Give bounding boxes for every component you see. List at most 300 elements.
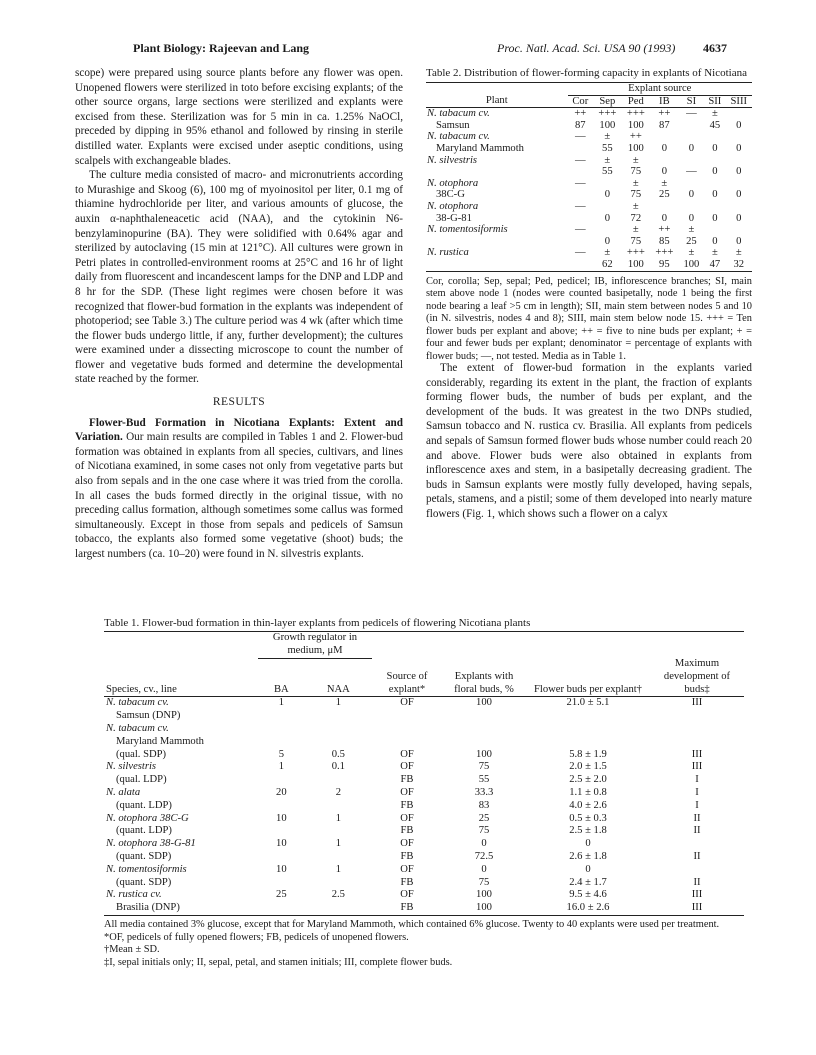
table-1-cell-src: OF bbox=[400, 787, 414, 799]
table-2-body bbox=[426, 108, 752, 271]
table-1-cell-pct: 100 bbox=[442, 902, 526, 915]
table-2-symbol-cell bbox=[704, 224, 725, 236]
table-2-value-cell bbox=[568, 189, 594, 201]
table-2-symbol-cell bbox=[704, 155, 725, 167]
table-2-row bbox=[426, 108, 752, 120]
table-1-cell-pct: 100 bbox=[476, 748, 492, 760]
table-1-cell-dev: III bbox=[650, 902, 744, 915]
table-1-cell-buds: 2.6 ± 1.8 bbox=[569, 851, 607, 863]
table-2-col-ped: Ped bbox=[622, 95, 651, 108]
table-1-cell-ba: 25 bbox=[276, 889, 287, 901]
table-2-symbol-cell bbox=[704, 131, 725, 143]
table-2-symbol-cell: — bbox=[575, 224, 586, 236]
table-2-symbol-cell: — bbox=[575, 154, 586, 166]
table-2-symbol-cell: ++ bbox=[658, 108, 671, 120]
table-1-cell-sp: N. tabacum cv. bbox=[106, 723, 169, 735]
table-1-col-source: Source of explant* bbox=[372, 658, 442, 697]
table-1-row bbox=[104, 697, 744, 710]
table-1-footnote-source: *OF, pedicels of fully opened flowers; FB, pedicels of unopened flowers. bbox=[104, 931, 409, 943]
table-2-symbol-cell: ± bbox=[604, 247, 611, 259]
table-1-cell-sp: N. alata bbox=[106, 787, 141, 799]
table-2-row-values bbox=[426, 236, 752, 248]
table-2-row-values bbox=[426, 259, 752, 271]
table-1-cell-naa bbox=[305, 825, 372, 838]
methods-paragraph-2: The culture media consisted of macro- and micronutrients according to Murashige and Skoog (6), 100 mg of myoinositol per liter, 0.1 mg of thiamine hydrochloride per liter, and various amounts of glucose, the auxin α-naphthaleneacetic acid (NAA), and the cytokinin N6-benzylaminopurine (BA). They were solidified with 0.64% agar and sterilized by autoclaving (15 min at 121°C). All cultures were grown in Petri plates in controlled-environment rooms at 25°C and 16 hr of light daily from fluorescent and incandescent lamps for the DNP and LDP and 8 hr for the SDP. (These light regimes were chosen before it was recognized that flower-bud formation in the explants was independent of photoperiod; see Table 3.) The culture period was 4 wk (after which time the flower buds undergo little, if any, further development); the cultures were examined under a dissecting microscope to count the number of flower and vegetative buds formed and determine the developmental state reached by the former. bbox=[75, 169, 403, 386]
table-1-cell-pct: 0 bbox=[481, 838, 487, 850]
table-1-cell-dev: II bbox=[693, 851, 701, 863]
table-1-cell-dev bbox=[650, 736, 744, 749]
table-2-symbol-cell: +++ bbox=[655, 247, 674, 259]
results-paragraph-1-text: Our main results are compiled in Tables 1 and 2. Flower-bud formation was obtained in explants from all species, cultivars, and lines of Nicotiana examined, in some cases not only from vegetative parts but also from sepals and in the one case where it was tried from the corolla. In all cases the buds formed directly in the original tissue, with no preceding callus formation, although sometimes some callus was formed simultaneously. Except in those from sepals and pedicels of Samsun tobacco, the explants also formed some vegetative (shoot) buds; the largest numbers (ca. 10–20) were found in N. silvestris explants. bbox=[75, 431, 404, 560]
table-2-col-ib: IB bbox=[650, 95, 679, 108]
table-1-cell-ba bbox=[258, 774, 305, 787]
table-2-symbol-cell: ± bbox=[604, 131, 611, 143]
table-1-cell-naa: 2 bbox=[335, 787, 341, 799]
table-1-caption: Table 1. Flower-bud formation in thin-layer explants from pedicels of flowering Nicotiana plants bbox=[104, 617, 531, 629]
table-1-cell-pct bbox=[442, 710, 526, 723]
methods-paragraph-1: scope) were prepared using source plants before any flower was open. Unopened flowers were sterilized in toto before excising explants; of the other source organs, large sections were sterilized and explants were excised from these. Sterilization was for 5 min in ca. 1.25% NaOCl, preceded by dipping in 95% ethanol and followed by rinsing in sterile distilled water. Explants were excised under aseptic conditions, using scalpels with exchangeable blades. bbox=[75, 67, 403, 167]
table-2-value-cell: 100 bbox=[627, 119, 644, 131]
table-1-cell-src: OF bbox=[400, 761, 414, 773]
table-2-value-cell: 45 bbox=[709, 119, 721, 131]
table-1-cell-ba bbox=[258, 825, 305, 838]
table-2-group-header: Explant source bbox=[568, 83, 752, 96]
table-1-cell-sp: N. otophora 38C-G bbox=[106, 812, 189, 824]
table-2-plant: N. tabacum cv. bbox=[427, 131, 490, 143]
table-1-cell-dev: I bbox=[695, 799, 699, 811]
table-2-symbol-cell bbox=[679, 178, 705, 190]
table-2-symbol-cell: ± bbox=[632, 200, 639, 212]
table-2-symbol-cell: ± bbox=[661, 177, 668, 189]
table-2-symbol-cell bbox=[593, 178, 622, 190]
table-1-cell-ba bbox=[258, 877, 305, 890]
table-2-value-cell bbox=[568, 236, 594, 248]
table-1-cell-sp: N. otophora 38-G-81 bbox=[106, 838, 196, 850]
table-2-symbol-cell: — bbox=[575, 200, 586, 212]
table-2-value-cell: 0 bbox=[661, 166, 667, 178]
table-2-value-cell: 0 bbox=[736, 166, 742, 178]
table-2-symbol-cell bbox=[704, 178, 725, 190]
table-1-col-buds: Flower buds per explant† bbox=[526, 658, 650, 697]
table-1-cell-pct: 83 bbox=[478, 799, 490, 811]
table-2-plant: N. otophora bbox=[427, 200, 479, 212]
table-1-cell-ba bbox=[258, 736, 305, 749]
table-1-col-growth: Growth regulator in medium, μM bbox=[258, 632, 372, 659]
table-2-value-cell: 0 bbox=[736, 235, 742, 247]
table-2-value-cell: 0 bbox=[712, 189, 718, 201]
table-2-value-cell: 0 bbox=[604, 212, 610, 224]
table-1-cell-sp: (quant. SDP) bbox=[116, 876, 172, 888]
table-1-cell-ba: 1 bbox=[278, 761, 284, 773]
table-2-value-cell: 0 bbox=[736, 119, 742, 131]
table-1-col-explants: Explants with floral buds, % bbox=[442, 658, 526, 697]
table-2-symbol-cell: — bbox=[575, 131, 586, 143]
results-paragraph-1 bbox=[75, 416, 403, 562]
table-2-symbol-cell bbox=[593, 201, 622, 213]
table-1-cell-naa: 2.5 bbox=[331, 889, 345, 901]
table-2-col-sep: Sep bbox=[593, 95, 622, 108]
table-2-row-values bbox=[426, 120, 752, 132]
table-2-plant: N. silvestris bbox=[427, 154, 478, 166]
table-1-cell-buds: 0 bbox=[585, 863, 591, 875]
table-1-cell-pct: 33.3 bbox=[474, 787, 494, 799]
table-1-header-blank-5 bbox=[650, 632, 744, 659]
table-2-symbol-cell: ± bbox=[711, 247, 718, 259]
table-1-row bbox=[104, 813, 744, 826]
table-1-cell-naa: 1 bbox=[335, 838, 341, 850]
table-1-cell-pct bbox=[442, 723, 526, 736]
table-2-symbol-cell bbox=[650, 201, 679, 213]
table-2-symbol-cell: ± bbox=[688, 224, 695, 236]
results-subheading: Flower-Bud Formation in Nicotiana Explants: Extent and Variation. bbox=[75, 416, 403, 444]
table-1-cell-naa: 0.1 bbox=[331, 761, 345, 773]
table-1-cell-src: FB bbox=[400, 851, 414, 863]
table-2-symbol-cell bbox=[679, 155, 705, 167]
table-2-value-cell: 0 bbox=[661, 212, 667, 224]
table-1-cell-dev: II bbox=[693, 825, 701, 837]
table-2-plant: N. tabacum cv. bbox=[427, 108, 490, 120]
table-1-cell-src: FB bbox=[372, 902, 442, 915]
table-2-value-cell bbox=[568, 143, 594, 155]
table-2-symbol-cell bbox=[726, 201, 752, 213]
table-1-cell-src: OF bbox=[400, 812, 414, 824]
table-2-symbol-cell: — bbox=[575, 247, 586, 259]
table-2-value-cell bbox=[568, 213, 594, 225]
table-2-plant-line: 38-G-81 bbox=[436, 212, 472, 224]
table-1-cell-ba: 10 bbox=[276, 838, 287, 850]
table-1-cell-ba: 20 bbox=[276, 787, 287, 799]
table-2-row-values bbox=[426, 143, 752, 155]
table-2-value-cell: 100 bbox=[627, 142, 644, 154]
table-1-cell-sp: N. rustica cv. bbox=[106, 889, 162, 901]
table-1-cell-naa bbox=[305, 723, 372, 736]
table-2-col-cor: Cor bbox=[568, 95, 594, 108]
table-1-cell-dev: I bbox=[695, 774, 699, 786]
table-2-plant: N. otophora bbox=[427, 177, 479, 189]
table-1-cell-dev: III bbox=[691, 889, 703, 901]
table-2-value-cell: 0 bbox=[688, 142, 695, 154]
table-1-cell-dev: I bbox=[695, 787, 699, 799]
table-1-cell-dev: II bbox=[693, 812, 701, 824]
table-2-value-cell: 0 bbox=[688, 189, 695, 201]
table-2-value-cell: 47 bbox=[704, 259, 725, 271]
table-1-cell-ba bbox=[258, 800, 305, 813]
table-1-row bbox=[104, 877, 744, 890]
table-2-symbol-cell bbox=[726, 178, 752, 190]
table-2-symbol-cell bbox=[704, 201, 725, 213]
table-1-cell-sp: (quant. LDP) bbox=[116, 799, 172, 811]
table-2-symbol-cell: +++ bbox=[626, 108, 645, 120]
table-2-value-cell: 75 bbox=[630, 189, 642, 201]
table-1-row bbox=[104, 774, 744, 787]
table-1-cell-pct: 75 bbox=[478, 825, 490, 837]
table-2-value-cell: 0 bbox=[604, 189, 610, 201]
table-1-cell-ba bbox=[258, 710, 305, 723]
table-1-row bbox=[104, 851, 744, 864]
table-2-caption: Table 2. Distribution of flower-forming capacity in explants of Nicotiana bbox=[426, 67, 747, 79]
left-column bbox=[75, 66, 403, 562]
table-2-row bbox=[426, 224, 752, 236]
table-1-cell-buds: 4.0 ± 2.6 bbox=[569, 799, 607, 811]
table-1-cell-pct: 100 bbox=[476, 697, 492, 709]
table-2-symbol-cell bbox=[679, 201, 705, 213]
table-2-value-cell: 62 bbox=[593, 259, 622, 271]
table-2-symbol-cell: ± bbox=[604, 154, 611, 166]
table-1-cell-sp: (quant. LDP) bbox=[116, 825, 172, 837]
table-1-cell-sp: Samsun (DNP) bbox=[116, 710, 181, 722]
table-1-cell-dev bbox=[650, 710, 744, 723]
table-2-value-cell: 55 bbox=[602, 166, 613, 178]
table-1-cell-buds bbox=[526, 736, 650, 749]
table-2-value-cell: 72 bbox=[630, 212, 642, 224]
table-1-cell-buds bbox=[526, 723, 650, 736]
table-2-value-cell: 55 bbox=[602, 142, 613, 154]
table-2-value-cell: 0 bbox=[604, 235, 610, 247]
table-1-cell-sp: N. tomentosiformis bbox=[106, 863, 187, 875]
table-2-symbol-cell bbox=[679, 131, 705, 143]
table-1-row bbox=[104, 761, 744, 774]
table-1-cell-dev: II bbox=[693, 876, 701, 888]
table-1-footnotes bbox=[104, 919, 744, 969]
table-1-row bbox=[104, 864, 744, 877]
table-2-value-cell: 0 bbox=[736, 189, 742, 201]
table-2-symbol-cell: ++ bbox=[629, 131, 642, 143]
table-2-value-cell bbox=[568, 259, 594, 271]
table-1-cell-ba: 1 bbox=[278, 697, 284, 709]
table-2-row bbox=[426, 131, 752, 143]
table-1-col-species: Species, cv., line bbox=[104, 658, 258, 697]
table-2-row bbox=[426, 178, 752, 190]
table-2-symbol-cell: ± bbox=[688, 247, 695, 259]
table-2-row-values bbox=[426, 166, 752, 178]
right-column bbox=[426, 361, 752, 522]
table-2-symbol-cell: — bbox=[575, 177, 586, 189]
running-header-left: Plant Biology: Rajeevan and Lang bbox=[133, 41, 310, 55]
table-1-cell-ba bbox=[258, 723, 305, 736]
table-2-value-cell bbox=[568, 166, 594, 178]
table-2-value-cell: 0 bbox=[736, 212, 742, 224]
table-1-cell-naa: 1 bbox=[335, 863, 341, 875]
table-2-symbol-cell bbox=[593, 224, 622, 236]
table-1-col-maxdev: Maximum development of buds‡ bbox=[650, 658, 744, 697]
table-1-cell-dev bbox=[650, 838, 744, 851]
table-1-cell-sp: N. silvestris bbox=[106, 761, 157, 773]
table-1-row bbox=[104, 723, 744, 736]
table-1-cell-pct: 75 bbox=[478, 761, 490, 773]
table-2-value-cell: 75 bbox=[630, 235, 642, 247]
table-2-plant-line: Samsun bbox=[436, 119, 470, 131]
table-1-cell-src: FB bbox=[400, 825, 414, 837]
table-2-value-cell: 87 bbox=[659, 119, 670, 131]
table-1-cell-buds: 2.5 ± 2.0 bbox=[569, 774, 607, 786]
table-2-footnote: Cor, corolla; Sep, sepal; Ped, pedicel; IB, inflorescence branches; SI, main stem above node 1 (nodes were counted basipetally, node 1 being the first node bearing a leaf >5 cm in length); SII, main stem between nodes 5 and 10 (in N. silvestris, nodes 4 and 8); SIII, main stem below node 15. +++ = Ten flower buds per explant and above; ++ = five to nine buds per explant; + = four and fewer buds per explant; denominator = percentage of explants with flower buds; —, not tested. Media as in Table 1. bbox=[426, 275, 752, 363]
running-header-right bbox=[497, 41, 727, 56]
table-2-value-cell: 75 bbox=[630, 166, 642, 178]
table-1-header-blank bbox=[104, 632, 258, 659]
table-1-cell-buds: 0 bbox=[585, 838, 591, 850]
table-1-cell-ba: 10 bbox=[276, 863, 287, 875]
table-1-cell-pct bbox=[442, 736, 526, 749]
table-2-symbol-cell: ± bbox=[632, 224, 639, 236]
table-2-value-cell: 0 bbox=[688, 212, 695, 224]
table-2-row bbox=[426, 155, 752, 167]
journal-citation: Proc. Natl. Acad. Sci. USA 90 (1993) bbox=[497, 41, 676, 55]
table-1-cell-buds: 2.4 ± 1.7 bbox=[569, 876, 607, 888]
results-heading: RESULTS bbox=[212, 396, 266, 409]
table-2-value-cell: 0 bbox=[712, 166, 718, 178]
table-2-value-cell bbox=[679, 120, 705, 132]
table-2-col-plant: Plant bbox=[426, 95, 568, 108]
table-2-symbol-cell: ± bbox=[735, 247, 742, 259]
table-2-plant-line bbox=[426, 166, 568, 178]
table-1-cell-naa bbox=[305, 736, 372, 749]
table-1-cell-naa bbox=[305, 800, 372, 813]
table-2 bbox=[426, 66, 752, 364]
table-1-col-naa: NAA bbox=[305, 658, 372, 697]
table-1-cell-sp: (qual. LDP) bbox=[116, 774, 167, 786]
table-2-col-sii: SII bbox=[704, 95, 725, 108]
table-1-cell-src: OF bbox=[400, 748, 414, 760]
table-1-header-blank-3 bbox=[442, 632, 526, 659]
table-2-col-si: SI bbox=[679, 95, 705, 108]
table-1-cell-ba: 5 bbox=[278, 748, 284, 760]
table-1-cell-buds: 0.5 ± 0.3 bbox=[569, 812, 607, 824]
table-2-value-cell: 100 bbox=[599, 119, 616, 131]
table-2-symbol-cell bbox=[726, 224, 752, 236]
table-2-value-cell: 0 bbox=[736, 142, 742, 154]
table-2-symbol-cell: ± bbox=[632, 154, 639, 166]
table-2-value-cell: — bbox=[686, 166, 697, 178]
table-1-cell-buds: 2.5 ± 1.8 bbox=[569, 825, 607, 837]
table-2-symbol-cell: +++ bbox=[598, 108, 617, 120]
table-1-cell-ba bbox=[258, 851, 305, 864]
table-1-row bbox=[104, 787, 744, 800]
table-1-row bbox=[104, 838, 744, 851]
table-2-value-cell: 25 bbox=[659, 189, 670, 201]
table-1-cell-dev: III bbox=[691, 697, 703, 709]
table-2-symbol-cell: — bbox=[686, 108, 697, 120]
table-1-cell-naa bbox=[305, 774, 372, 787]
table-2-symbol-cell: ++ bbox=[574, 108, 587, 120]
table-2-value-cell: 0 bbox=[712, 235, 718, 247]
table-2-row bbox=[426, 201, 752, 213]
table-2-plant-line bbox=[426, 236, 568, 248]
table-1-cell-sp: Maryland Mammoth bbox=[116, 735, 204, 747]
table-2-symbol-cell: ± bbox=[632, 177, 639, 189]
table-1-cell-pct: 0 bbox=[481, 863, 487, 875]
table-2-value-cell: 95 bbox=[650, 259, 679, 271]
table-1-cell-naa: 1 bbox=[335, 697, 341, 709]
table-1-cell-ba bbox=[258, 902, 305, 915]
results-paragraph-2: The extent of flower-bud formation in the explants varied considerably, regarding its extent in the plant, the fraction of explants forming flower buds, the number of buds per explant, and the development of the buds. It was greatest in the two DNPs studied, Samsun tobacco and N. rustica cv. Brasilia. All explants from pedicels and sepals of Samsun formed flower buds whose number could reach 20 and above. Flower buds were also obtained in explants from inflorescence axes and stem, in a basipetally decreasing gradient. The buds in Samsun explants were mostly fully developed, having sepals, petals, stamens, and a pistil; some of them developed into nearly mature flowers (Fig. 1, which shows such a flower on a calyx bbox=[426, 362, 752, 520]
table-1-cell-dev: III bbox=[691, 761, 703, 773]
table-1-row bbox=[104, 889, 744, 902]
table-1-cell-dev bbox=[650, 864, 744, 877]
table-1-cell-src: FB bbox=[400, 774, 414, 786]
table-2-symbol-cell bbox=[726, 108, 752, 120]
table-1-cell-naa: 1 bbox=[335, 812, 341, 824]
table-1-cell-pct: 72.5 bbox=[474, 851, 494, 863]
table-2-symbol-cell: ± bbox=[711, 108, 718, 120]
table-2-value-cell: 0 bbox=[712, 212, 718, 224]
table-1-cell-buds: 16.0 ± 2.6 bbox=[526, 902, 650, 915]
table-1-header-blank-4 bbox=[526, 632, 650, 659]
table-1-row bbox=[104, 749, 744, 762]
table-1-body bbox=[104, 697, 744, 916]
table-1-row bbox=[104, 902, 744, 915]
table-1-cell-src bbox=[372, 710, 442, 723]
table-1-cell-src: FB bbox=[400, 799, 414, 811]
table-2-row bbox=[426, 247, 752, 259]
table-1-cell-src: OF bbox=[400, 697, 414, 709]
table-1-cell-sp: (quant. SDP) bbox=[116, 851, 172, 863]
table-1-cell-buds bbox=[526, 710, 650, 723]
table-1-cell-naa bbox=[305, 851, 372, 864]
table-2-symbol-cell bbox=[650, 131, 679, 143]
table-1-cell-pct: 25 bbox=[478, 812, 490, 824]
table-1-footnote-mean: †Mean ± SD. bbox=[104, 944, 160, 956]
table-1-cell-naa bbox=[305, 902, 372, 915]
table-1-cell-pct: 100 bbox=[476, 889, 492, 901]
table-1-cell-src: OF bbox=[400, 838, 414, 850]
table-1-footnote-dev: ‡I, sepal initials only; II, sepal, petal, and stamen initials; III, complete flower buds. bbox=[104, 956, 453, 968]
table-1-cell-src: OF bbox=[400, 889, 414, 901]
table-1-cell-src bbox=[372, 736, 442, 749]
table-1-row bbox=[104, 825, 744, 838]
table-2-grid bbox=[426, 82, 752, 272]
table-1 bbox=[104, 617, 744, 969]
table-2-value-cell: 100 bbox=[679, 259, 705, 271]
table-1-cell-src bbox=[372, 723, 442, 736]
table-2-header-blank bbox=[426, 83, 568, 96]
table-1-grid bbox=[104, 631, 744, 916]
table-1-cell-buds: 21.0 ± 5.1 bbox=[566, 697, 610, 709]
table-2-value-cell: 87 bbox=[575, 119, 586, 131]
table-2-value-cell: 0 bbox=[661, 142, 667, 154]
table-1-cell-sp: N. tabacum cv. bbox=[106, 697, 169, 709]
table-1-cell-dev bbox=[650, 723, 744, 736]
table-2-row-values bbox=[426, 213, 752, 225]
table-1-row bbox=[104, 736, 744, 749]
table-2-plant: N. tomentosiformis bbox=[427, 224, 508, 236]
table-1-cell-buds: 9.5 ± 4.6 bbox=[569, 889, 607, 901]
table-2-plant: N. rustica bbox=[427, 247, 469, 259]
table-2-plant-line: Maryland Mammoth bbox=[436, 142, 524, 154]
table-2-value-cell: 85 bbox=[659, 235, 670, 247]
table-1-cell-pct: 75 bbox=[478, 876, 490, 888]
table-2-symbol-cell bbox=[726, 155, 752, 167]
table-1-cell-ba: 10 bbox=[276, 812, 287, 824]
table-2-row-values bbox=[426, 189, 752, 201]
table-1-col-ba: BA bbox=[258, 658, 305, 697]
table-1-cell-naa bbox=[305, 710, 372, 723]
table-1-cell-sp: (qual. SDP) bbox=[116, 748, 167, 760]
table-1-cell-naa bbox=[305, 877, 372, 890]
table-1-row bbox=[104, 800, 744, 813]
table-2-value-cell: 0 bbox=[712, 142, 718, 154]
table-2-plant-line bbox=[426, 259, 568, 271]
table-2-symbol-cell bbox=[726, 131, 752, 143]
table-2-symbol-cell: ++ bbox=[658, 224, 671, 236]
table-1-cell-naa: 0.5 bbox=[331, 748, 345, 760]
table-1-cell-buds: 2.0 ± 1.5 bbox=[569, 761, 607, 773]
page-number: 4637 bbox=[703, 41, 727, 55]
table-2-value-cell: 25 bbox=[686, 235, 697, 247]
table-1-cell-pct: 55 bbox=[478, 774, 490, 786]
table-2-symbol-cell: +++ bbox=[626, 247, 645, 259]
table-1-cell-src: FB bbox=[400, 876, 414, 888]
table-2-col-siii: SIII bbox=[726, 95, 752, 108]
